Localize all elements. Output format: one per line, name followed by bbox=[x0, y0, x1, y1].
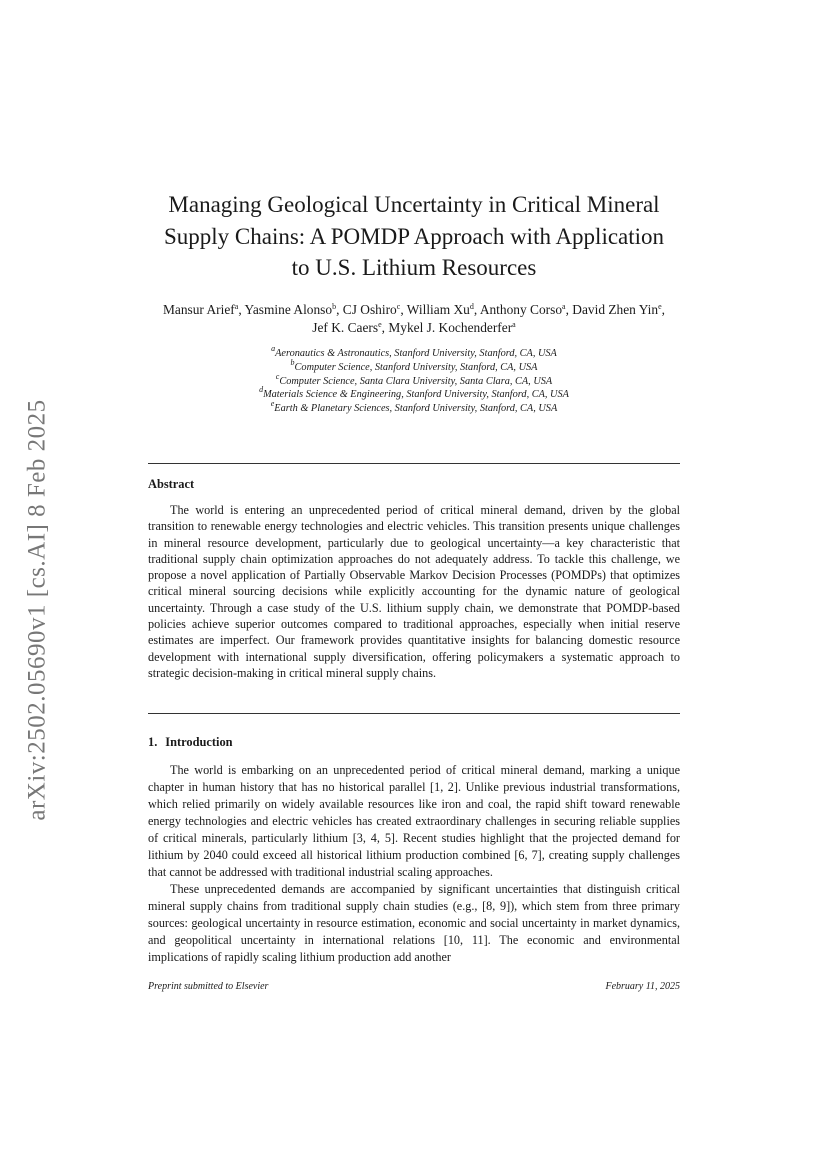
author-separator: , bbox=[238, 302, 245, 317]
paper-title bbox=[148, 189, 680, 284]
abstract-bottom-rule bbox=[148, 713, 680, 714]
author-separator: , bbox=[565, 302, 573, 317]
affiliation-text: Aeronautics & Astronautics, Stanford University, Stanford, CA, USA bbox=[275, 348, 557, 359]
affiliation-item bbox=[148, 385, 680, 402]
footer-preprint-note: Preprint submitted to Elsevier bbox=[148, 981, 269, 992]
abstract-top-rule bbox=[148, 463, 680, 464]
affiliation-mark: c bbox=[275, 371, 280, 381]
author-separator: , bbox=[661, 302, 666, 317]
author-affil-mark: a bbox=[562, 302, 566, 311]
body-paragraph: The world is embarking on an unprecedented period of critical mineral demand, marking a unique chapter in human history that has no historical parallel [1, 2]. Unlike previous industrial transformations, which relied primarily on widely available resources like iron and coal, the rapid shift toward renewable energy technologies and electric vehicles has created extraordinary challenges in securing reliable supplies of critical minerals, particularly lithium [3, 4, 5]. Recent studies highlight that the projected demand for lithium by 2040 could exceed all historical lithium production combined [6, 7], creating supply challenges that cannot be addressed with traditional industrial scaling approaches. bbox=[148, 763, 680, 879]
footer-date: February 11, 2025 bbox=[605, 981, 680, 992]
author-name: CJ Oshiro bbox=[342, 302, 397, 317]
title-line: Managing Geological Uncertainty in Critical Mineral bbox=[168, 192, 660, 217]
section-heading-introduction bbox=[148, 735, 233, 750]
affiliation-text: Earth & Planetary Sciences, Stanford University, Stanford, CA, USA bbox=[274, 403, 558, 415]
author-name: David Zhen Yin bbox=[572, 302, 659, 317]
page-footer bbox=[148, 981, 680, 992]
body-paragraph: These unprecedented demands are accompanied by significant uncertainties that distinguish critical mineral supply chains from traditional supply chain studies (e.g., [8, 9]), which stem from three primary sources: geological uncertainty in resource estimation, economic and social uncertainty in market dynamics, and geopolitical uncertainty in international relations [10, 11]. The economic and environmental implications of rapidly scaling lithium production add another bbox=[148, 882, 680, 964]
author-name: Mansur Arief bbox=[162, 302, 235, 317]
affiliation-text: Computer Science, Santa Clara University, Santa Clara, CA, USA bbox=[279, 375, 553, 387]
author-name: Yasmine Alonso bbox=[244, 302, 333, 317]
author-affil-mark: d bbox=[469, 302, 474, 311]
arxiv-identifier-text: arXiv:2502.05690v1 [cs.AI] 8 Feb 2025 bbox=[24, 399, 52, 821]
abstract-text: The world is entering an unprecedented period of critical mineral demand, driven by the global transition to renewable energy technologies and electric vehicles. This transition presents unique challenges in mineral resource development, particularly due to geological uncertainty—a key characteristic that traditional supply chain optimization approaches do not adequately address. To tackle this challenge, we propose a novel application of Partially Observable Markov Decision Processes (POMDPs) that optimizes critical mineral sourcing decisions while explicitly accounting for the dynamic nature of geological uncertainty. Through a case study of the U.S. lithium supply chain, we demonstrate that POMDP-based policies achieve superior outcomes compared to traditional approaches, especially when initial reserve estimates are imperfect. Our framework provides quantitative insights for balancing domestic resource development with international supply diversification, offering policymakers a systematic approach to strategic decision-making in critical mineral supply chains. bbox=[148, 503, 680, 680]
title-line: Supply Chains: A POMDP Approach with Application bbox=[163, 223, 665, 249]
affiliation-mark: a bbox=[271, 344, 276, 353]
author-separator: , bbox=[473, 302, 480, 317]
author-affil-mark: c bbox=[396, 302, 401, 311]
section-number: 1. bbox=[148, 735, 158, 749]
affiliation-list bbox=[148, 344, 680, 416]
affiliation-mark: d bbox=[259, 385, 264, 395]
author-affil-mark: a bbox=[512, 320, 516, 329]
affiliation-text: Computer Science, Stanford University, Stanford, CA, USA bbox=[294, 361, 538, 373]
author-affil-mark: b bbox=[332, 302, 337, 311]
author-list bbox=[148, 301, 680, 337]
section-title: Introduction bbox=[165, 735, 233, 749]
affiliation-item bbox=[148, 357, 680, 375]
affiliation-text: Materials Science & Engineering, Stanford University, Stanford, CA, USA bbox=[263, 389, 569, 401]
affiliation-mark: e bbox=[270, 399, 275, 409]
abstract-heading: Abstract bbox=[148, 477, 195, 491]
author-affil-mark: e bbox=[378, 320, 382, 329]
introduction-body bbox=[148, 762, 680, 966]
affiliation-item bbox=[148, 344, 680, 361]
author-name: William Xu bbox=[406, 302, 470, 317]
author-name: Mykel J. Kochenderfer bbox=[388, 320, 513, 335]
author-affil-mark: a bbox=[234, 302, 239, 311]
author-line bbox=[148, 319, 680, 337]
affiliation-item bbox=[148, 371, 680, 389]
affiliation-mark: b bbox=[290, 357, 295, 367]
affiliation-item bbox=[148, 399, 680, 416]
author-separator: , bbox=[336, 302, 343, 317]
author-name: Anthony Corso bbox=[479, 302, 563, 317]
author-affil-mark: e bbox=[658, 302, 662, 311]
title-line: to U.S. Lithium Resources bbox=[291, 255, 537, 280]
author-separator: , bbox=[400, 302, 407, 317]
arxiv-identifier bbox=[20, 380, 56, 840]
author-name: Jef K. Caers bbox=[312, 320, 379, 335]
author-line bbox=[148, 301, 680, 319]
author-separator: , bbox=[381, 320, 389, 335]
